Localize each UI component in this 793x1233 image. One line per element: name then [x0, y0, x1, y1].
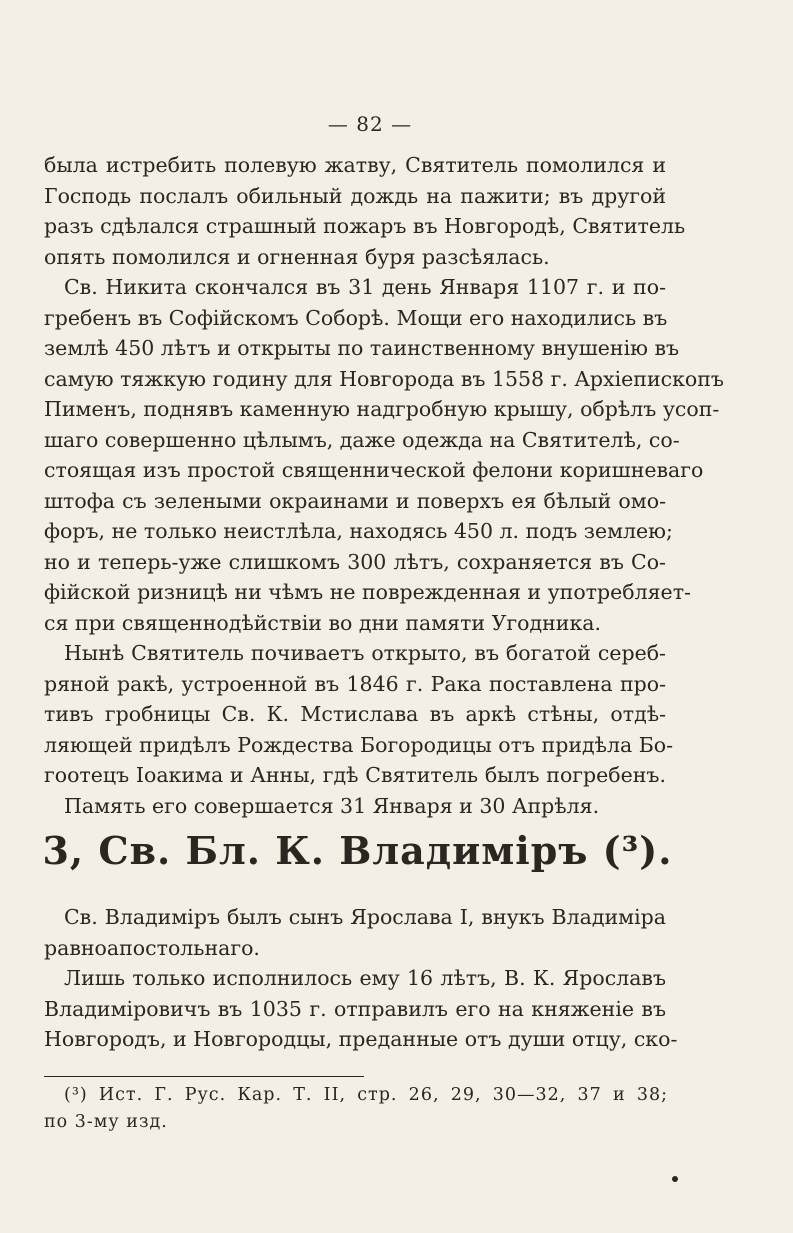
- text-line: тивъ гробницы Св. К. Мстислава въ аркѣ стѣны, отдѣ-: [44, 702, 666, 726]
- text-line: Господь послалъ обильный дождь на пажити; въ другой: [44, 183, 666, 208]
- section-text: [44, 150, 724, 821]
- text-line: ся при священнодѣйствіи во дни памяти Угодника.: [44, 610, 602, 635]
- text-line: Св. Владиміръ былъ сынъ Ярослава I, внукъ Владиміра: [64, 905, 666, 929]
- text-line: гребенъ въ Софійскомъ Соборѣ. Мощи его находились въ: [44, 305, 668, 330]
- footnote-line: (³) Ист. Г. Рус. Кар. Т. II, стр. 26, 29, 30—32, 37 и 38;: [64, 1085, 668, 1105]
- text-line: шаго совершенно цѣлымъ, даже одежда на Святителѣ, со-: [44, 427, 680, 452]
- footnote: [44, 1082, 668, 1136]
- text-line: фійской ризницѣ ни чѣмъ не поврежденная и употребляет-: [44, 580, 691, 604]
- text-line: Лишь только исполнилось ему 16 лѣтъ, В. К. Ярославъ: [64, 966, 666, 990]
- text-line: но и теперь-уже слишкомъ 300 лѣтъ, сохраняется въ Со-: [44, 549, 666, 574]
- text-line: равноапостольнаго.: [44, 935, 260, 960]
- text-line: Новгородъ, и Новгородцы, преданные отъ души отцу, ско-: [44, 1027, 678, 1051]
- section-heading: 3, Св. Бл. К. Владиміръ (³).: [42, 828, 673, 873]
- ink-dot: [672, 1176, 678, 1182]
- text-line: Владиміровичъ въ 1035 г. отправилъ его на княженіе въ: [44, 996, 666, 1021]
- text-line: самую тяжкую годину для Новгорода въ 1558 г. Архіепископъ: [44, 366, 724, 391]
- text-line: гоотецъ Іоакима и Анны, гдѣ Святитель былъ погребенъ.: [44, 763, 666, 787]
- section-text-2: [44, 902, 678, 1055]
- text-line: Память его совершается 31 Января и 30 Апрѣля.: [64, 793, 600, 818]
- text-line: разъ сдѣлался страшный пожаръ въ Новгородѣ, Святитель: [44, 214, 686, 238]
- text-line: опять помолился и огненная буря разсѣялась.: [44, 244, 550, 269]
- text-line: ряной ракѣ, устроенной въ 1846 г. Рака поставлена про-: [44, 671, 666, 696]
- text-line: форъ, не только неистлѣла, находясь 450 л. подъ землею;: [44, 519, 673, 543]
- text-line: Св. Никита скончался въ 31 день Января 1107 г. и по-: [64, 275, 666, 299]
- text-line: Нынѣ Святитель почиваетъ открыто, въ богатой сереб-: [64, 641, 666, 665]
- text-line: землѣ 450 лѣтъ и открыты по таинственному внушенію въ: [44, 336, 680, 360]
- footnote-line: по 3-му изд.: [44, 1112, 168, 1132]
- text-line: Пименъ, поднявъ каменную надгробную крышу, обрѣлъ усоп-: [44, 397, 720, 421]
- text-line: штофа съ зелеными окраинами и поверхъ ея бѣлый омо-: [44, 488, 666, 513]
- text-line: ляющей придѣлъ Рождества Богородицы отъ придѣла Бо-: [44, 732, 674, 757]
- page-number: — 82 —: [327, 112, 413, 136]
- text-line: стоящая изъ простой священнической фелони коришневаго: [44, 458, 704, 482]
- footnote-divider: [44, 1076, 364, 1077]
- text-line: была истребить полевую жатву, Святитель помолился и: [44, 153, 666, 177]
